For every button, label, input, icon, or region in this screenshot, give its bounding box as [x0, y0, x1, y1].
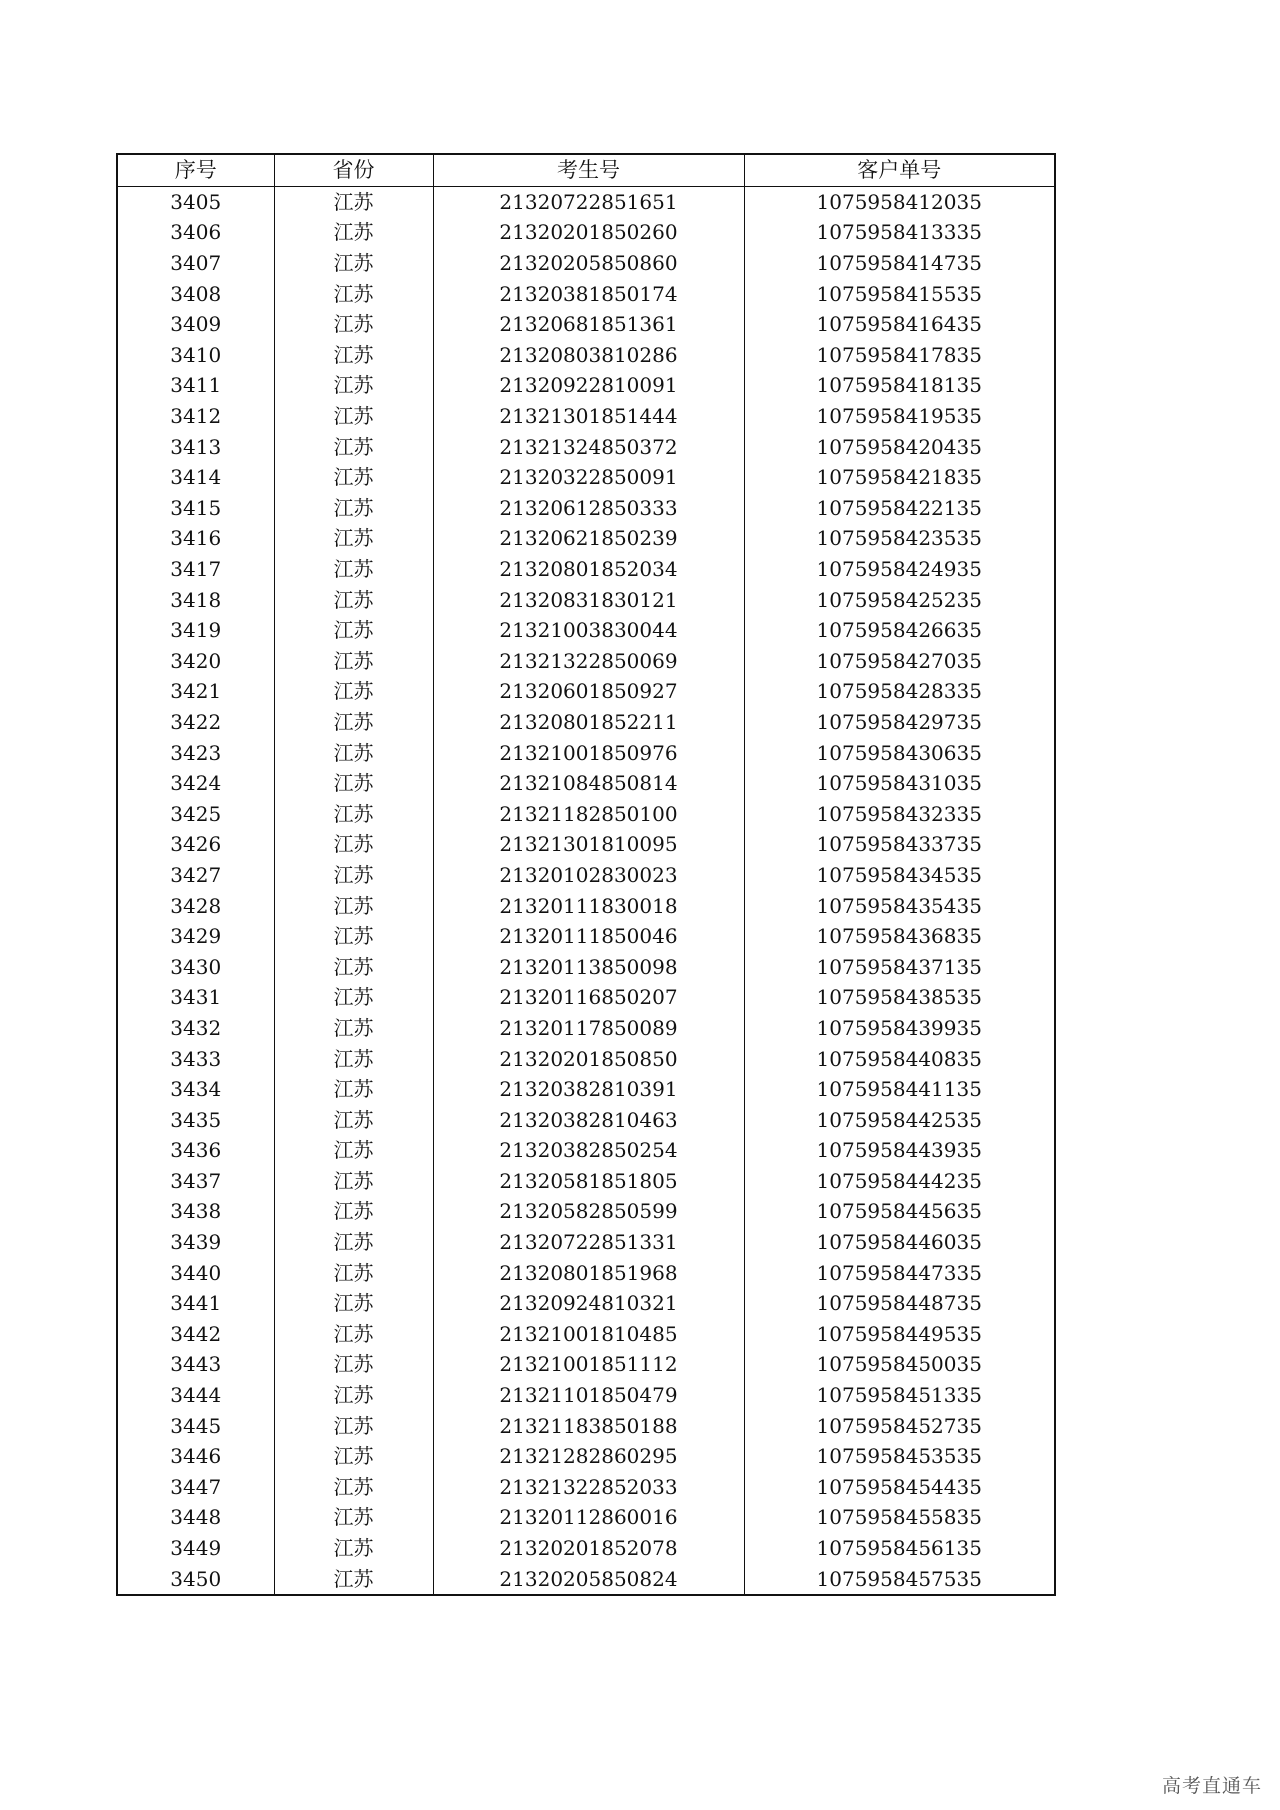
- cell-customer-order: 1075958447335: [744, 1257, 1055, 1288]
- cell-seq: 3444: [117, 1380, 274, 1411]
- cell-province: 江苏: [274, 1563, 433, 1595]
- header-candidate-id: 考生号: [433, 154, 744, 186]
- cell-seq: 3433: [117, 1043, 274, 1074]
- cell-customer-order: 1075958431035: [744, 768, 1055, 799]
- cell-seq: 3448: [117, 1502, 274, 1533]
- cell-seq: 3429: [117, 921, 274, 952]
- cell-province: 江苏: [274, 554, 433, 585]
- table-row: [117, 278, 1055, 309]
- cell-customer-order: 1075958438535: [744, 982, 1055, 1013]
- cell-seq: 3450: [117, 1563, 274, 1595]
- cell-seq: 3419: [117, 615, 274, 646]
- table-row: [117, 798, 1055, 829]
- cell-candidate-id: 21321183850188: [433, 1410, 744, 1441]
- table-row: [117, 1227, 1055, 1258]
- table-row: [117, 523, 1055, 554]
- cell-seq: 3430: [117, 951, 274, 982]
- cell-province: 江苏: [274, 1472, 433, 1503]
- cell-candidate-id: 21321322852033: [433, 1472, 744, 1503]
- table-row: [117, 615, 1055, 646]
- table-row: [117, 921, 1055, 952]
- cell-candidate-id: 21320382850254: [433, 1135, 744, 1166]
- cell-province: 江苏: [274, 951, 433, 982]
- cell-candidate-id: 21320722851331: [433, 1227, 744, 1258]
- cell-province: 江苏: [274, 1410, 433, 1441]
- cell-candidate-id: 21320201850850: [433, 1043, 744, 1074]
- cell-province: 江苏: [274, 523, 433, 554]
- cell-province: 江苏: [274, 1104, 433, 1135]
- cell-candidate-id: 21321282860295: [433, 1441, 744, 1472]
- table-row: [117, 493, 1055, 524]
- cell-candidate-id: 21321084850814: [433, 768, 744, 799]
- table-row: [117, 646, 1055, 677]
- cell-customer-order: 1075958421835: [744, 462, 1055, 493]
- cell-candidate-id: 21321003830044: [433, 615, 744, 646]
- cell-province: 江苏: [274, 829, 433, 860]
- cell-candidate-id: 21320612850333: [433, 493, 744, 524]
- cell-province: 江苏: [274, 646, 433, 677]
- cell-candidate-id: 21320801852034: [433, 554, 744, 585]
- table-row: [117, 1319, 1055, 1350]
- cell-customer-order: 1075958445635: [744, 1196, 1055, 1227]
- table-row: [117, 1563, 1055, 1595]
- cell-seq: 3412: [117, 401, 274, 432]
- cell-customer-order: 1075958444235: [744, 1166, 1055, 1197]
- cell-candidate-id: 21320582850599: [433, 1196, 744, 1227]
- cell-seq: 3421: [117, 676, 274, 707]
- table-row: [117, 1502, 1055, 1533]
- cell-candidate-id: 21320922810091: [433, 370, 744, 401]
- cell-candidate-id: 21320201852078: [433, 1533, 744, 1564]
- cell-candidate-id: 21320111830018: [433, 890, 744, 921]
- table-row: [117, 768, 1055, 799]
- cell-seq: 3442: [117, 1319, 274, 1350]
- cell-seq: 3410: [117, 340, 274, 371]
- cell-seq: 3413: [117, 431, 274, 462]
- table-row: [117, 217, 1055, 248]
- cell-candidate-id: 21320102830023: [433, 860, 744, 891]
- cell-customer-order: 1075958454435: [744, 1472, 1055, 1503]
- cell-province: 江苏: [274, 1013, 433, 1044]
- cell-province: 江苏: [274, 1502, 433, 1533]
- cell-seq: 3418: [117, 584, 274, 615]
- cell-customer-order: 1075958440835: [744, 1043, 1055, 1074]
- cell-seq: 3408: [117, 278, 274, 309]
- cell-province: 江苏: [274, 401, 433, 432]
- table-row: [117, 1257, 1055, 1288]
- cell-province: 江苏: [274, 370, 433, 401]
- cell-customer-order: 1075958426635: [744, 615, 1055, 646]
- cell-seq: 3427: [117, 860, 274, 891]
- cell-customer-order: 1075958441135: [744, 1074, 1055, 1105]
- cell-candidate-id: 21320205850860: [433, 248, 744, 279]
- cell-customer-order: 1075958456135: [744, 1533, 1055, 1564]
- cell-customer-order: 1075958449535: [744, 1319, 1055, 1350]
- table-row: [117, 1380, 1055, 1411]
- table-row: [117, 890, 1055, 921]
- cell-candidate-id: 21321324850372: [433, 431, 744, 462]
- cell-customer-order: 1075958429735: [744, 707, 1055, 738]
- cell-province: 江苏: [274, 340, 433, 371]
- cell-province: 江苏: [274, 1166, 433, 1197]
- cell-customer-order: 1075958419535: [744, 401, 1055, 432]
- cell-seq: 3434: [117, 1074, 274, 1105]
- roster-sheet: [116, 153, 1054, 1596]
- cell-seq: 3443: [117, 1349, 274, 1380]
- cell-customer-order: 1075958432335: [744, 798, 1055, 829]
- table-row: [117, 829, 1055, 860]
- cell-province: 江苏: [274, 462, 433, 493]
- cell-province: 江苏: [274, 309, 433, 340]
- table-row: [117, 431, 1055, 462]
- cell-province: 江苏: [274, 248, 433, 279]
- cell-customer-order: 1075958435435: [744, 890, 1055, 921]
- cell-candidate-id: 21320113850098: [433, 951, 744, 982]
- cell-customer-order: 1075958446035: [744, 1227, 1055, 1258]
- cell-customer-order: 1075958416435: [744, 309, 1055, 340]
- watermark-text: 高考直通车: [1161, 1775, 1262, 1797]
- cell-customer-order: 1075958425235: [744, 584, 1055, 615]
- cell-customer-order: 1075958443935: [744, 1135, 1055, 1166]
- table-row: [117, 982, 1055, 1013]
- table-row: [117, 1349, 1055, 1380]
- table-row: [117, 1135, 1055, 1166]
- cell-province: 江苏: [274, 1349, 433, 1380]
- table-row: [117, 737, 1055, 768]
- cell-customer-order: 1075958412035: [744, 186, 1055, 217]
- cell-candidate-id: 21320581851805: [433, 1166, 744, 1197]
- cell-seq: 3435: [117, 1104, 274, 1135]
- table-row: [117, 1196, 1055, 1227]
- cell-customer-order: 1075958436835: [744, 921, 1055, 952]
- cell-candidate-id: 21320601850927: [433, 676, 744, 707]
- cell-province: 江苏: [274, 431, 433, 462]
- cell-candidate-id: 21320117850089: [433, 1013, 744, 1044]
- table-row: [117, 860, 1055, 891]
- cell-province: 江苏: [274, 1196, 433, 1227]
- table-row: [117, 676, 1055, 707]
- cell-customer-order: 1075958452735: [744, 1410, 1055, 1441]
- cell-customer-order: 1075958451335: [744, 1380, 1055, 1411]
- table-row: [117, 1441, 1055, 1472]
- cell-seq: 3425: [117, 798, 274, 829]
- cell-seq: 3406: [117, 217, 274, 248]
- cell-customer-order: 1075958434535: [744, 860, 1055, 891]
- cell-province: 江苏: [274, 1288, 433, 1319]
- table-row: [117, 1074, 1055, 1105]
- cell-candidate-id: 21320621850239: [433, 523, 744, 554]
- cell-seq: 3414: [117, 462, 274, 493]
- cell-candidate-id: 21321301810095: [433, 829, 744, 860]
- cell-seq: 3420: [117, 646, 274, 677]
- cell-province: 江苏: [274, 1380, 433, 1411]
- cell-customer-order: 1075958424935: [744, 554, 1055, 585]
- cell-seq: 3417: [117, 554, 274, 585]
- table-row: [117, 462, 1055, 493]
- cell-province: 江苏: [274, 921, 433, 952]
- table-row: [117, 1472, 1055, 1503]
- cell-candidate-id: 21320201850260: [433, 217, 744, 248]
- cell-seq: 3436: [117, 1135, 274, 1166]
- header-row: [117, 154, 1055, 186]
- cell-customer-order: 1075958414735: [744, 248, 1055, 279]
- cell-candidate-id: 21320681851361: [433, 309, 744, 340]
- cell-customer-order: 1075958457535: [744, 1563, 1055, 1595]
- table-row: [117, 1288, 1055, 1319]
- roster-body: [117, 186, 1055, 1595]
- cell-province: 江苏: [274, 278, 433, 309]
- cell-seq: 3439: [117, 1227, 274, 1258]
- cell-candidate-id: 21320831830121: [433, 584, 744, 615]
- cell-province: 江苏: [274, 707, 433, 738]
- cell-candidate-id: 21321182850100: [433, 798, 744, 829]
- cell-province: 江苏: [274, 1135, 433, 1166]
- cell-seq: 3449: [117, 1533, 274, 1564]
- cell-candidate-id: 21321001810485: [433, 1319, 744, 1350]
- cell-customer-order: 1075958415535: [744, 278, 1055, 309]
- cell-seq: 3438: [117, 1196, 274, 1227]
- table-row: [117, 584, 1055, 615]
- cell-province: 江苏: [274, 217, 433, 248]
- table-row: [117, 1166, 1055, 1197]
- cell-candidate-id: 21320381850174: [433, 278, 744, 309]
- header-province: 省份: [274, 154, 433, 186]
- cell-candidate-id: 21320382810463: [433, 1104, 744, 1135]
- cell-seq: 3446: [117, 1441, 274, 1472]
- cell-seq: 3416: [117, 523, 274, 554]
- cell-province: 江苏: [274, 1074, 433, 1105]
- table-row: [117, 340, 1055, 371]
- cell-province: 江苏: [274, 982, 433, 1013]
- table-row: [117, 401, 1055, 432]
- cell-province: 江苏: [274, 1227, 433, 1258]
- cell-candidate-id: 21320801851968: [433, 1257, 744, 1288]
- roster-table: [116, 153, 1056, 1596]
- table-row: [117, 309, 1055, 340]
- table-row: [117, 1410, 1055, 1441]
- cell-candidate-id: 21320803810286: [433, 340, 744, 371]
- cell-candidate-id: 21321001851112: [433, 1349, 744, 1380]
- table-row: [117, 1104, 1055, 1135]
- header-seq: 序号: [117, 154, 274, 186]
- cell-customer-order: 1075958448735: [744, 1288, 1055, 1319]
- cell-candidate-id: 21320924810321: [433, 1288, 744, 1319]
- table-row: [117, 707, 1055, 738]
- cell-province: 江苏: [274, 584, 433, 615]
- cell-candidate-id: 21321101850479: [433, 1380, 744, 1411]
- table-row: [117, 1043, 1055, 1074]
- cell-seq: 3441: [117, 1288, 274, 1319]
- cell-customer-order: 1075958413335: [744, 217, 1055, 248]
- cell-seq: 3422: [117, 707, 274, 738]
- cell-seq: 3424: [117, 768, 274, 799]
- cell-province: 江苏: [274, 1319, 433, 1350]
- table-row: [117, 1013, 1055, 1044]
- cell-province: 江苏: [274, 1533, 433, 1564]
- cell-customer-order: 1075958450035: [744, 1349, 1055, 1380]
- table-row: [117, 1533, 1055, 1564]
- cell-province: 江苏: [274, 1043, 433, 1074]
- cell-customer-order: 1075958423535: [744, 523, 1055, 554]
- cell-candidate-id: 21320111850046: [433, 921, 744, 952]
- cell-customer-order: 1075958418135: [744, 370, 1055, 401]
- cell-candidate-id: 21321301851444: [433, 401, 744, 432]
- header-customer-order: 客户单号: [744, 154, 1055, 186]
- cell-seq: 3423: [117, 737, 274, 768]
- cell-candidate-id: 21320322850091: [433, 462, 744, 493]
- cell-province: 江苏: [274, 737, 433, 768]
- cell-customer-order: 1075958427035: [744, 646, 1055, 677]
- cell-province: 江苏: [274, 493, 433, 524]
- cell-province: 江苏: [274, 186, 433, 217]
- cell-candidate-id: 21320801852211: [433, 707, 744, 738]
- cell-seq: 3407: [117, 248, 274, 279]
- cell-province: 江苏: [274, 1441, 433, 1472]
- table-row: [117, 186, 1055, 217]
- cell-customer-order: 1075958453535: [744, 1441, 1055, 1472]
- cell-candidate-id: 21321001850976: [433, 737, 744, 768]
- cell-customer-order: 1075958437135: [744, 951, 1055, 982]
- cell-seq: 3415: [117, 493, 274, 524]
- cell-customer-order: 1075958433735: [744, 829, 1055, 860]
- cell-candidate-id: 21321322850069: [433, 646, 744, 677]
- cell-customer-order: 1075958420435: [744, 431, 1055, 462]
- cell-customer-order: 1075958428335: [744, 676, 1055, 707]
- cell-province: 江苏: [274, 768, 433, 799]
- cell-seq: 3428: [117, 890, 274, 921]
- cell-province: 江苏: [274, 676, 433, 707]
- cell-seq: 3426: [117, 829, 274, 860]
- cell-customer-order: 1075958439935: [744, 1013, 1055, 1044]
- table-row: [117, 951, 1055, 982]
- cell-candidate-id: 21320382810391: [433, 1074, 744, 1105]
- cell-candidate-id: 21320722851651: [433, 186, 744, 217]
- cell-customer-order: 1075958455835: [744, 1502, 1055, 1533]
- cell-province: 江苏: [274, 860, 433, 891]
- cell-province: 江苏: [274, 615, 433, 646]
- cell-seq: 3409: [117, 309, 274, 340]
- cell-customer-order: 1075958442535: [744, 1104, 1055, 1135]
- cell-province: 江苏: [274, 890, 433, 921]
- cell-province: 江苏: [274, 798, 433, 829]
- cell-seq: 3447: [117, 1472, 274, 1503]
- cell-seq: 3437: [117, 1166, 274, 1197]
- cell-customer-order: 1075958417835: [744, 340, 1055, 371]
- cell-candidate-id: 21320116850207: [433, 982, 744, 1013]
- cell-province: 江苏: [274, 1257, 433, 1288]
- cell-candidate-id: 21320112860016: [433, 1502, 744, 1533]
- cell-seq: 3440: [117, 1257, 274, 1288]
- cell-seq: 3405: [117, 186, 274, 217]
- cell-customer-order: 1075958430635: [744, 737, 1055, 768]
- cell-seq: 3445: [117, 1410, 274, 1441]
- table-row: [117, 370, 1055, 401]
- cell-customer-order: 1075958422135: [744, 493, 1055, 524]
- cell-seq: 3411: [117, 370, 274, 401]
- cell-seq: 3431: [117, 982, 274, 1013]
- table-row: [117, 248, 1055, 279]
- cell-seq: 3432: [117, 1013, 274, 1044]
- cell-candidate-id: 21320205850824: [433, 1563, 744, 1595]
- table-row: [117, 554, 1055, 585]
